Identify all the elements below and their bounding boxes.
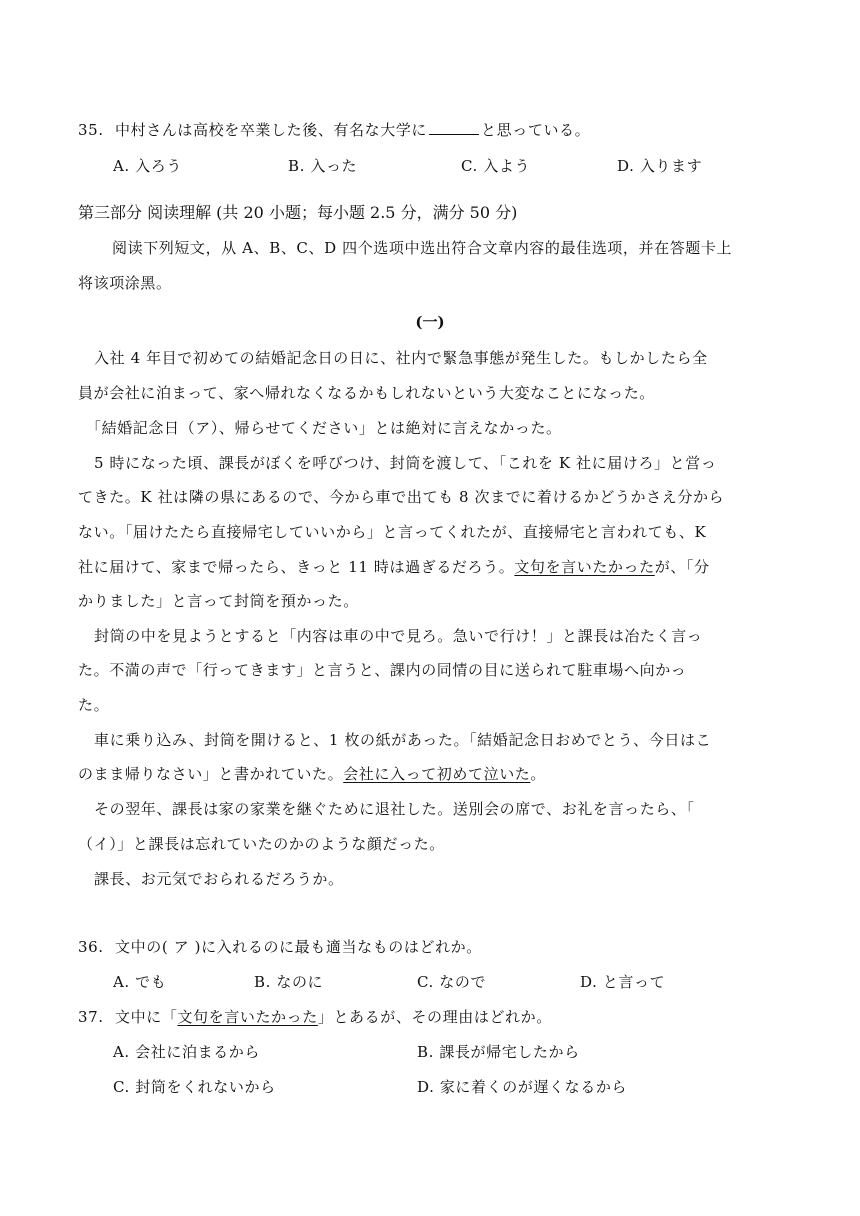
option-c: C. 封筒をくれないから — [113, 1078, 276, 1096]
option-a: A. でも — [113, 973, 167, 991]
passage-line: かりました」と言って封筒を預かった。 — [78, 592, 359, 610]
passage-line: 課長、お元気でおられるだろうか。 — [94, 870, 344, 888]
option-a: A. 会社に泊まるから — [113, 1043, 260, 1061]
option-d: D. 入ります — [617, 157, 703, 175]
passage-line: た。 — [78, 696, 110, 714]
question-36 — [78, 936, 482, 958]
passage-line: 5 時になった頃、課長がぼくを呼びつけ、封筒を渡して、「これを K 社に届けろ」と営っ — [94, 454, 717, 472]
option-b: B. 課長が帰宅したから — [417, 1043, 580, 1061]
option-b: B. なのに — [254, 973, 324, 991]
section-heading: 第三部分 阅读理解 (共 20 小题；每小题 2.5 分，满分 50 分) — [78, 203, 518, 222]
option-d: D. 家に着くのが遅くなるから — [417, 1078, 628, 1096]
passage-line: 入社 4 年目で初めての結婚記念日の日に、社内で緊急事態が発生した。もしかしたら全 — [94, 349, 708, 367]
question-number: 36. — [78, 938, 104, 956]
underlined-phrase: 文句を言いたかった — [177, 1008, 318, 1026]
passage-text: 社に届けて、家まで帰ったら、きっと 11 時は過ぎるだろう。 — [78, 558, 515, 576]
answer-blank — [429, 120, 479, 135]
option-c: C. なので — [417, 973, 487, 991]
question-text: 文中に「 — [115, 1008, 178, 1026]
question-text-end: 」とあるが、その理由はどれか。 — [317, 1008, 552, 1026]
passage-number: (一) — [415, 313, 445, 331]
question-text: 文中の( ア )に入れるのに最も適当なものはどれか。 — [115, 938, 482, 956]
passage-line: てきた。K 社は隣の県にあるので、今から車で出ても 8 次までに着けるかどうかさえ分から — [78, 488, 725, 506]
passage-line: 車に乗り込み、封筒を開けると、1 枚の紙があった。「結婚記念日おめでとう、今日はこ — [94, 731, 712, 749]
passage-line — [78, 556, 710, 578]
passage-line: その翌年、課長は家の家業を継ぐために退社した。送別会の席で、お礼を言ったら、「 — [94, 800, 695, 818]
passage-line: （イ）」と課長は忘れていたのかのような顔だった。 — [78, 835, 445, 853]
section-instruction-cont: 将该项涂黑。 — [78, 274, 172, 292]
question-number: 37. — [78, 1008, 104, 1026]
question-text: 中村さんは高校を卒業した後、有名な大学に — [115, 121, 428, 139]
passage-line: 封筒の中を見ようとすると「内容は車の中で見ろ。急いで行け！」と課長は冶たく言っ — [94, 627, 703, 645]
question-37 — [78, 1006, 552, 1028]
option-b: B. 入った — [288, 157, 358, 175]
passage-line — [78, 763, 546, 785]
passage-text: 。 — [530, 765, 547, 783]
underlined-phrase: 会社に入って初めて泣いた — [343, 765, 531, 783]
question-text-end: と思っている。 — [481, 121, 591, 139]
passage-line: 員が会社に泊まって、家へ帰れなくなるかもしれないという大変なことになった。 — [78, 384, 655, 402]
passage-text: のまま帰りなさい」と書かれていた。 — [78, 765, 344, 783]
passage-text: が、「分 — [654, 558, 710, 576]
question-number: 35. — [78, 121, 104, 139]
option-c: C. 入よう — [461, 157, 531, 175]
underlined-phrase: 文句を言いたかった — [514, 558, 655, 576]
passage-line: ない。「届けたたら直接帰宅していいから」と言ってくれたが、直接帰宅と言われても、K — [78, 523, 707, 541]
passage-line: 「結婚記念日（ア）、帰らせてください」とは絶対に言えなかった。 — [86, 419, 562, 437]
question-35 — [78, 119, 590, 141]
passage-line: た。不満の声で「行ってきます」と言うと、課内の同情の目に送られて駐車場へ向かっ — [78, 661, 687, 679]
section-instruction: 阅读下列短文，从 A、B、C、D 四个选项中选出符合文章内容的最佳选项，并在答题卡上 — [112, 239, 733, 257]
option-a: A. 入ろう — [113, 157, 182, 175]
option-d: D. と言って — [580, 973, 666, 991]
